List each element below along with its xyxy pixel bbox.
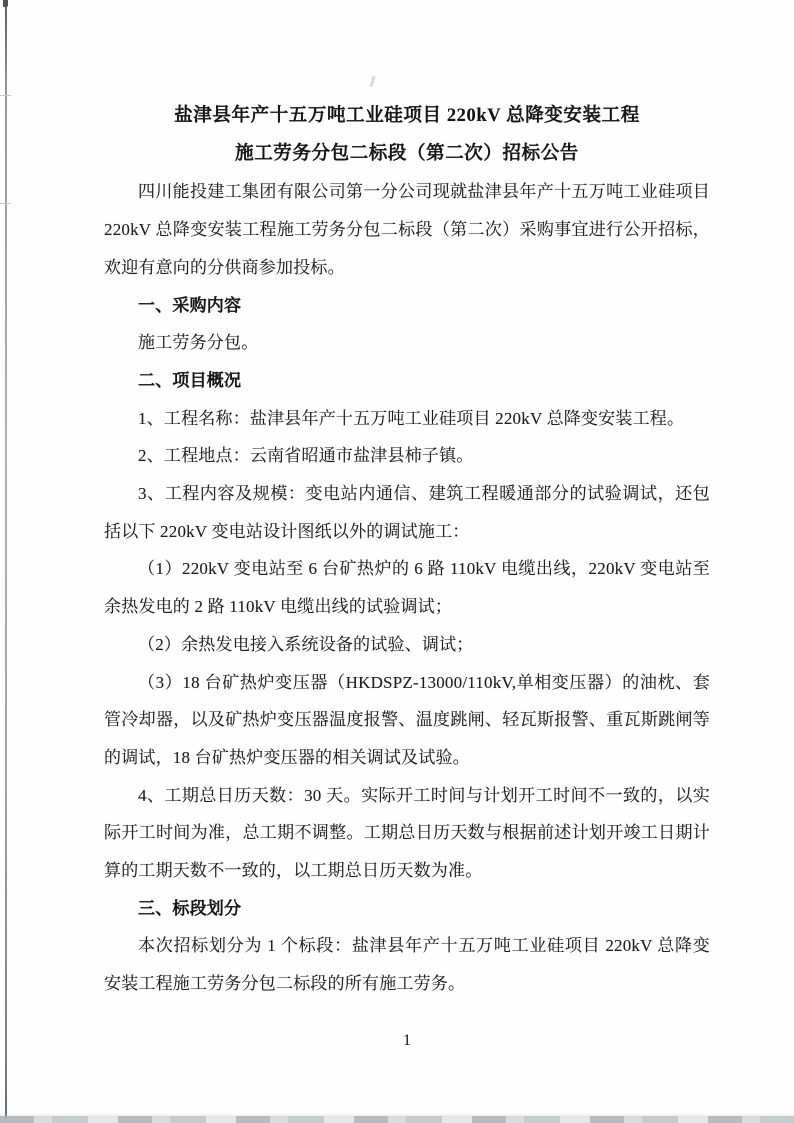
paragraph-scope-item-2: （2）余热发电接入系统设备的试验、调试； bbox=[138, 634, 474, 654]
paragraph-project-scope: 3、工程内容及规模：变电站内通信、建筑工程暖通部分的试验调试，还包括以下 220kV 变电站设计图纸以外的调试施工： bbox=[104, 484, 710, 541]
doc-title-line1: 盐津县年产十五万吨工业硅项目 220kV 总降变安装工程 bbox=[174, 106, 640, 126]
paragraph-scope-item-1: （1）220kV 变电站至 6 台矿热炉的 6 路 110kV 电缆出线，220kV 变电站至余热发电的 2 路 110kV 电缆出线的试验调试； bbox=[104, 559, 710, 617]
scan-corner-speck bbox=[3, 0, 8, 7]
page-number: 1 bbox=[403, 1032, 411, 1049]
paragraph-project-duration: 4、工期总日历天数：30 天。实际开工时间与计划开工时间不一致的，以实际开工时间为准，总工期不调整。工期总日历天数与根据前述计划开竣工日期计算的工期天数不一致的，以工期总日历天数为准。 bbox=[104, 785, 710, 881]
paragraph-bid-sections: 本次招标划分为 1 个标段：盐津县年产十五万吨工业硅项目 220kV 总降变安装工程施工劳务分包二标段的所有施工劳务。 bbox=[104, 936, 710, 994]
scan-bottom-edge bbox=[0, 1116, 794, 1123]
doc-title-line2: 施工劳务分包二标段（第二次）招标公告 bbox=[235, 143, 579, 164]
intro-paragraph: 四川能投建工集团有限公司第一分公司现就盐津县年产十五万吨工业硅项目 220kV 总降变安装工程施工劳务分包二标段（第二次）采购事宜进行公开招标，欢迎有意向的分供商参加投标。 bbox=[104, 182, 710, 277]
section-heading-bid-sections: 三、标段划分 bbox=[138, 898, 242, 918]
scan-faint-artifact bbox=[370, 76, 376, 87]
scan-left-edge-line bbox=[5, 0, 7, 1119]
document-content bbox=[104, 98, 710, 1003]
paragraph-project-location: 2、工程地点：云南省昭通市盐津县柿子镇。 bbox=[138, 446, 474, 466]
section-heading-procurement-content: 一、采购内容 bbox=[138, 295, 242, 315]
paragraph-scope-item-3: （3）18 台矿热炉变压器（HKDSPZ-13000/110kV,单相变压器）的油枕、套管冷却器，以及矿热炉变压器温度报警、温度跳闸、轻瓦斯报警、重瓦斯跳闸等的调试，18 台矿热炉变压器的相关调试及试验。 bbox=[104, 672, 710, 767]
paragraph-project-name: 1、工程名称：盐津县年产十五万吨工业硅项目 220kV 总降变安装工程。 bbox=[138, 408, 685, 428]
scan-tick-mark bbox=[0, 95, 11, 96]
paragraph-procurement-content: 施工劳务分包。 bbox=[138, 333, 259, 353]
scan-tick-mark bbox=[0, 203, 11, 204]
section-heading-project-overview: 二、项目概况 bbox=[138, 370, 242, 390]
